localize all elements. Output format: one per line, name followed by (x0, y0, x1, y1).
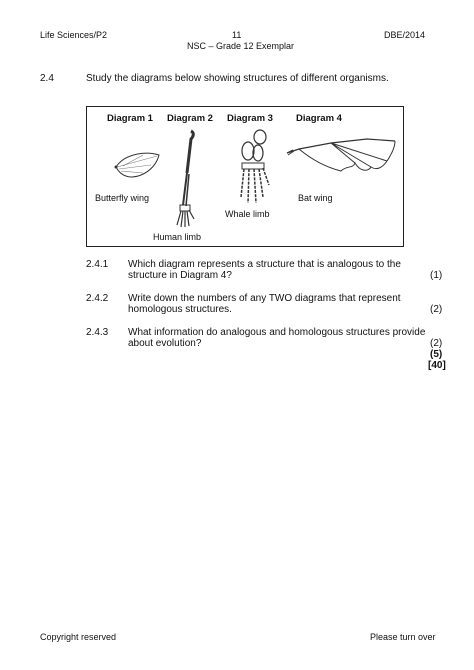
subquestion-mark: (2) (430, 338, 443, 349)
header-right: DBE/2014 (384, 30, 426, 40)
diagram-4-label: Diagram 4 (296, 113, 342, 124)
subquestion-text-line1: Write down the numbers of any TWO diagrams that represent (128, 293, 401, 304)
butterfly-wing-drawing (113, 149, 161, 185)
subquestion-text-line1: Which diagram represents a structure that is analogous to the (128, 259, 401, 270)
subquestion-number: 2.4.2 (86, 293, 109, 304)
subquestion-text-line2: homologous structures. (128, 304, 232, 315)
caption-bat-wing: Bat wing (298, 193, 333, 203)
subquestion-mark: (2) (430, 304, 443, 315)
question-stem: Study the diagrams below showing structures of different organisms. (86, 73, 389, 84)
subquestion-mark: (1) (430, 270, 443, 281)
diagram-figure (86, 106, 404, 247)
diagram-3-label: Diagram 3 (227, 113, 273, 124)
subtotal-marks: (5) (430, 349, 443, 360)
subquestion-number: 2.4.3 (86, 327, 109, 338)
diagram-2-label: Diagram 2 (167, 113, 213, 124)
total-marks: [40] (428, 360, 446, 371)
page-number: 11 (232, 30, 242, 40)
subquestion-number: 2.4.1 (86, 259, 109, 270)
header-subtitle: NSC – Grade 12 Exemplar (187, 41, 295, 51)
caption-whale-limb: Whale limb (225, 209, 270, 219)
footer-left: Copyright reserved (40, 632, 117, 642)
human-limb-drawing (171, 129, 205, 229)
caption-butterfly-wing: Butterfly wing (95, 193, 150, 203)
subquestion-text-line2: about evolution? (128, 338, 202, 349)
header-left: Life Sciences/P2 (40, 30, 108, 40)
caption-human-limb: Human limb (153, 232, 202, 242)
question-number: 2.4 (40, 73, 54, 84)
subquestion-text-line2: structure in Diagram 4? (128, 270, 232, 281)
subquestion-text-line1: What information do analogous and homologous structures provide (128, 327, 426, 338)
footer-right: Please turn over (370, 632, 436, 642)
diagram-1-label: Diagram 1 (107, 113, 153, 124)
whale-limb-drawing (236, 129, 272, 205)
bat-wing-drawing (285, 137, 397, 187)
